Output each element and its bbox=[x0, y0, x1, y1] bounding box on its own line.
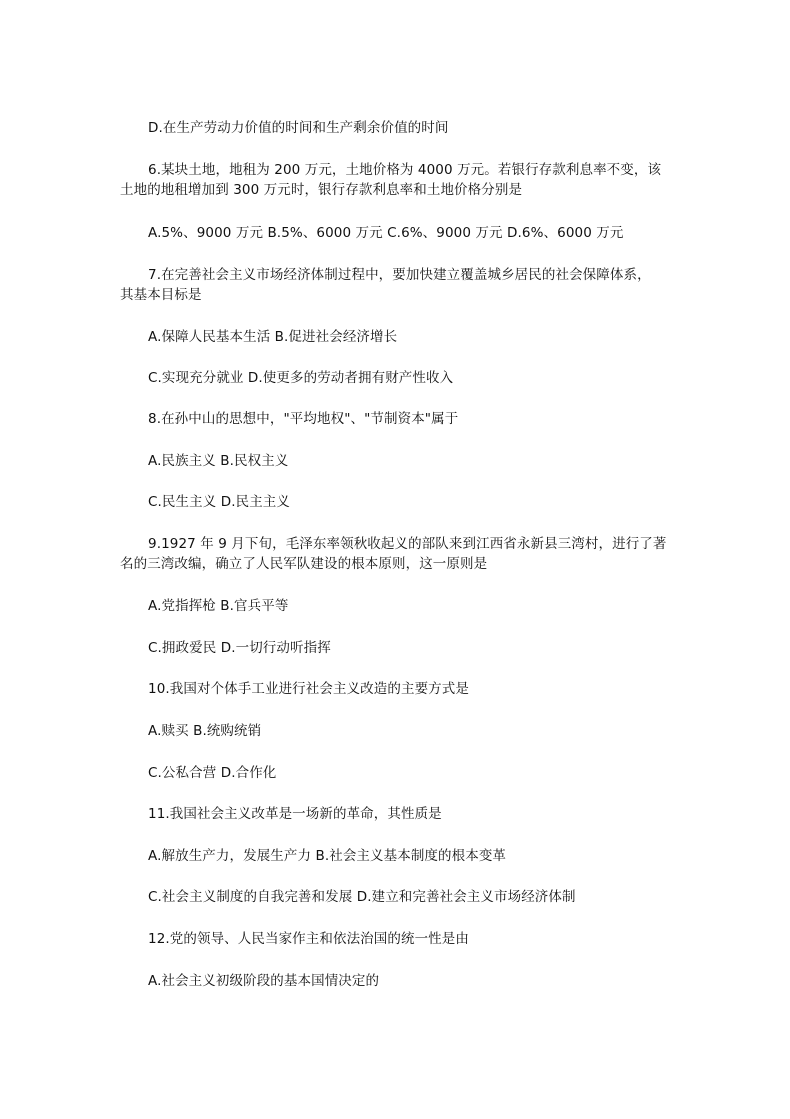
q8-stem: 8.在孙中山的思想中，"平均地权"、"节制资本"属于 bbox=[148, 411, 459, 427]
q6-stem-line-2: 土地的地租增加到 300 万元时，银行存款利息率和土地价格分别是 bbox=[120, 182, 523, 198]
q10-options-cd: C.公私合营 D.合作化 bbox=[148, 765, 277, 781]
q12-option-a: A.社会主义初级阶段的基本国情决定的 bbox=[148, 973, 380, 989]
q7-stem-line-2: 其基本目标是 bbox=[120, 287, 202, 303]
q8-options-ab: A.民族主义 B.民权主义 bbox=[148, 453, 289, 469]
q9-stem-line-1: 9.1927 年 9 月下旬，毛泽东率领秋收起义的部队来到江西省永新县三湾村，进行了著 bbox=[148, 536, 667, 552]
q5-option-d: D.在生产劳动力价值的时间和生产剩余价值的时间 bbox=[148, 120, 449, 136]
q10-options-ab: A.赎买 B.统购统销 bbox=[148, 723, 262, 739]
q11-options-cd: C.社会主义制度的自我完善和发展 D.建立和完善社会主义市场经济体制 bbox=[148, 889, 576, 905]
q9-options-cd: C.拥政爱民 D.一切行动听指挥 bbox=[148, 640, 331, 656]
q10-stem: 10.我国对个体手工业进行社会主义改造的主要方式是 bbox=[148, 681, 469, 697]
q7-stem-line-1: 7.在完善社会主义市场经济体制过程中，要加快建立覆盖城乡居民的社会保障体系， bbox=[148, 267, 651, 283]
q11-options-ab: A.解放生产力，发展生产力 B.社会主义基本制度的根本变革 bbox=[148, 848, 507, 864]
q7-options-cd: C.实现充分就业 D.使更多的劳动者拥有财产性收入 bbox=[148, 370, 454, 386]
q6-stem-line-1: 6.某块土地，地租为 200 万元，土地价格为 4000 万元。若银行存款利息率不变，该 bbox=[148, 162, 662, 178]
q11-stem: 11.我国社会主义改革是一场新的革命，其性质是 bbox=[148, 806, 442, 822]
q9-stem-line-2: 名的三湾改编，确立了人民军队建设的根本原则，这一原则是 bbox=[120, 556, 488, 572]
q12-stem: 12.党的领导、人民当家作主和依法治国的统一性是由 bbox=[148, 931, 469, 947]
q8-options-cd: C.民生主义 D.民主主义 bbox=[148, 494, 290, 510]
q7-options-ab: A.保障人民基本生活 B.促进社会经济增长 bbox=[148, 329, 398, 345]
q9-options-ab: A.党指挥枪 B.官兵平等 bbox=[148, 598, 289, 614]
q6-options: A.5%、9000 万元 B.5%、6000 万元 C.6%、9000 万元 D.6%、6000 万元 bbox=[148, 225, 624, 241]
